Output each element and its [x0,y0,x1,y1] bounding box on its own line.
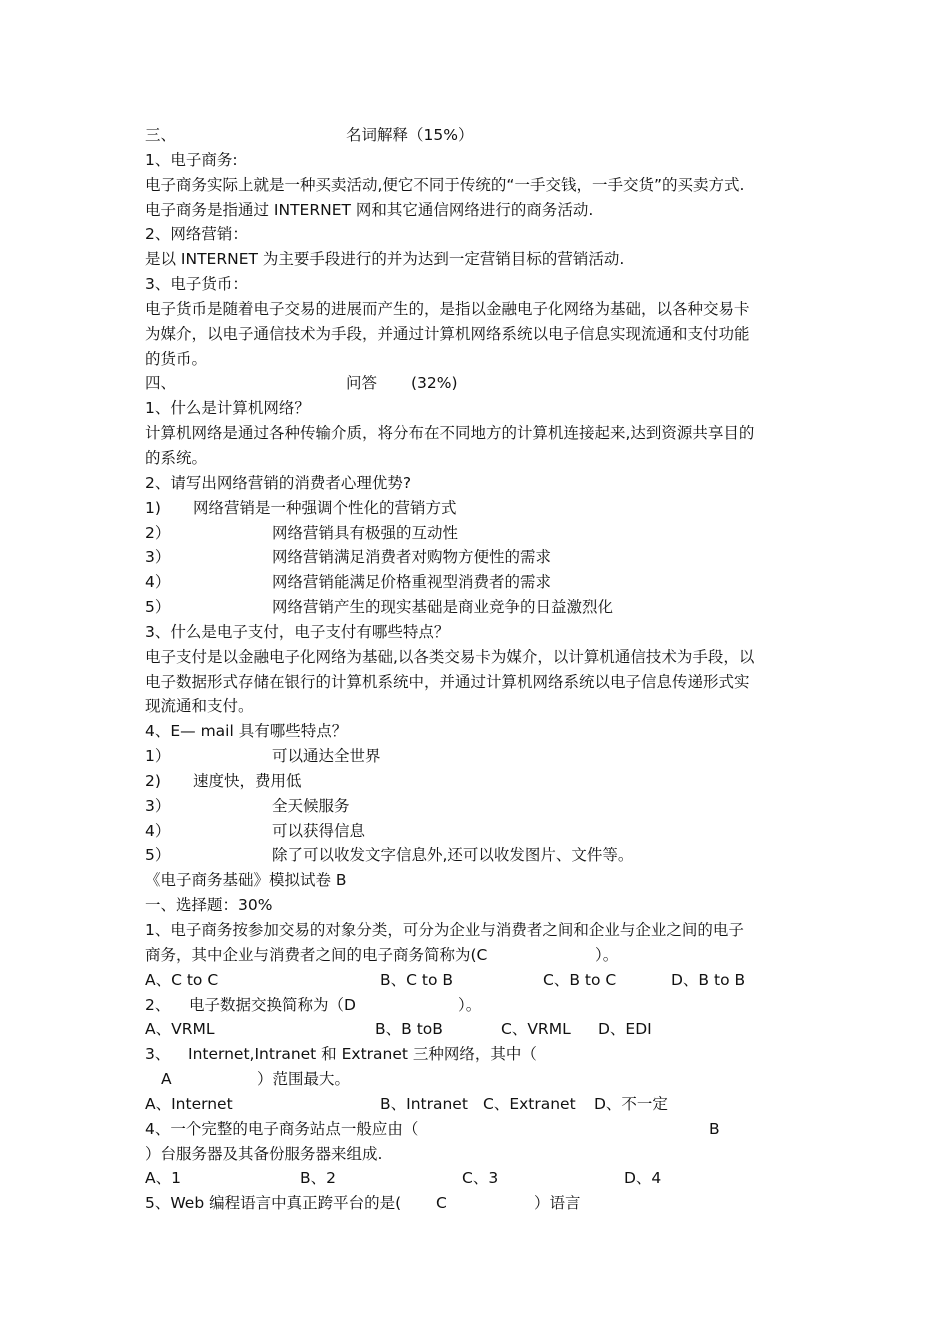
option-c: C、3 [462,1169,499,1188]
exam-section-heading: 一、选择题：30% [145,896,273,915]
paragraph-line: 现流通和支付。 [145,697,254,716]
section-number: 四、 [145,374,177,393]
section-title: 问答 [346,374,378,393]
mc-options-4 [145,1166,815,1191]
option-b: B、Intranet [380,1094,468,1113]
list-item: 2) 速度快，费用低 [145,771,302,790]
mc-options-1 [145,968,815,993]
mc-question-1: 1、电子商务按参加交易的对象分类，可分为企业与消费者之间和企业与企业之间的电子 [145,921,744,939]
paragraph-line: 为媒介，以电子通信技术为手段，并通过计算机网络系统以电子信息实现流通和支付功能 [145,324,750,343]
list-item: 1) 网络营销是一种强调个性化的营销方式 [145,498,457,517]
list-item: 3） 网络营销满足消费者对购物方便性的需求 [145,548,552,567]
option-c: C、VRML [501,1020,571,1039]
section-heading-4 [145,371,815,396]
list-item: 5） 网络营销产生的现实基础是商业竞争的日益激烈化 [145,598,614,617]
exam-title: 《电子商务基础》模拟试卷 B [145,871,347,890]
paragraph-line: 的系统。 [145,448,208,467]
paragraph-line: 电子数据形式存储在银行的计算机系统中，并通过计算机网络系统以电子信息传递形式实 [145,672,750,691]
answer-letter: C [436,1194,447,1213]
paragraph-line: 电子商务实际上就是一种买卖活动,便它不同于传统的“一手交钱，一手交货”的买卖方式. [145,175,745,194]
option-b: B、2 [300,1169,336,1188]
paragraph-line: 计算机网络是通过各种传输介质，将分布在不同地方的计算机连接起来,达到资源共享目的 [145,424,755,443]
option-d: D、B to B [671,970,746,989]
option-d: D、EDI [598,1020,652,1039]
question-title: 4、E— mail 具有哪些特点？ [145,722,348,741]
option-c: C、Extranet [483,1094,576,1113]
list-item: 3） 全天候服务 [145,796,350,815]
option-b: B、B toB [375,1020,443,1039]
paragraph-line: 的货币。 [145,349,208,368]
mc-question-3-cont: A ）范围最大。 [145,1067,815,1092]
question-title: 2、请写出网络营销的消费者心理优势? [145,473,412,492]
option-a: A、Internet [145,1094,233,1113]
term-title: 3、电子货币： [145,275,248,294]
option-d: D、不一定 [594,1094,668,1113]
option-b: B、C to B [380,970,454,989]
answer-letter: B [709,1119,720,1138]
term-title: 1、电子商务: [145,150,238,169]
section-title: 名词解释（15%） [346,126,474,144]
option-a: A、VRML [145,1020,215,1039]
mc-question-2: 2、 电子数据交换简称为（D ）。 [145,995,482,1014]
mc-options-2 [145,1017,815,1042]
list-item: 4） 可以获得信息 [145,821,366,840]
paragraph-line: 是以 INTERNET 为主要手段进行的并为达到一定营销目标的营销活动. [145,250,625,269]
section-number: 三、 [145,126,177,144]
question-title: 1、什么是计算机网络？ [145,399,310,418]
option-a: A、1 [145,1169,181,1188]
paragraph-line: 电子支付是以金融电子化网络为基础,以各类交易卡为媒介，以计算机通信技术为手段，以 [145,647,755,666]
paragraph-line: 电子商务是指通过 INTERNET 网和其它通信网络进行的商务活动. [145,200,594,219]
mc-question-5: 5、Web 编程语言中真正跨平台的是( C ）语言 [145,1191,815,1216]
section-score: (32%) [411,374,458,393]
document-body [145,123,815,1216]
mc-question-1-cont: 商务，其中企业与消费者之间的电子商务简称为(C ）。 [145,945,619,964]
question-title: 3、什么是电子支付，电子支付有哪些特点？ [145,622,450,641]
paragraph-line: 电子货币是随着电子交易的进展而产生的，是指以金融电子化网络为基础，以各种交易卡 [145,299,750,318]
list-item: 2） 网络营销具有极强的互动性 [145,523,459,542]
list-item: 4） 网络营销能满足价格重视型消费者的需求 [145,573,552,592]
option-c: C、B to C [543,970,617,989]
list-item: 1） 可以通达全世界 [145,747,381,766]
mc-question-3: 3、 Internet,Intranet 和 Extranet 三种网络，其中（ [145,1045,537,1064]
term-title: 2、网络营销： [145,225,248,244]
mc-options-3 [145,1092,815,1117]
option-d: D、4 [624,1169,662,1188]
option-a: A、C to C [145,970,219,989]
section-heading-3 [145,123,815,148]
list-item: 5） 除了可以收发文字信息外,还可以收发图片、文件等。 [145,846,634,865]
answer-letter: A [161,1070,172,1089]
mc-question-4: 4、一个完整的电子商务站点一般应由（ B [145,1117,815,1142]
mc-question-4-cont: ）台服务器及其备份服务器来组成. [145,1144,383,1163]
